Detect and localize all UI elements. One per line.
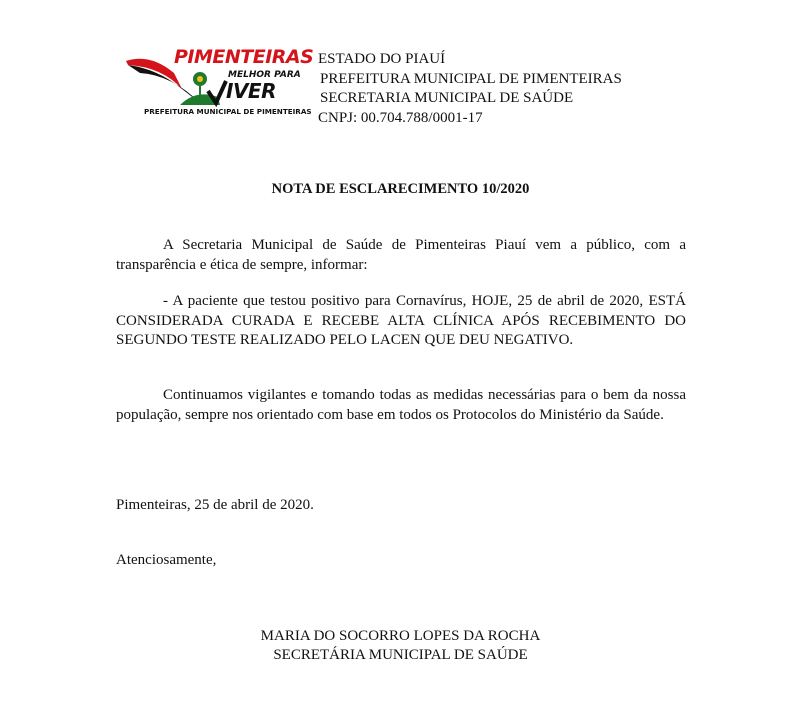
logo-viver: IVER <box>226 79 276 103</box>
letterhead <box>318 50 622 128</box>
header-cnpj: CNPJ: 00.704.788/0001-17 <box>318 109 483 126</box>
paragraph-announcement <box>116 292 686 351</box>
signature-block <box>0 627 801 665</box>
paragraph-closing-text: Continuamos vigilantes e tomando todas as medidas necessárias para o bem da nossa população, sempre nos orientado com base em todos os Protocolos do Ministério da Saúde. <box>116 387 686 423</box>
header-secretaria: SECRETARIA MUNICIPAL DE SAÚDE <box>320 90 574 106</box>
logo-title: PIMENTEIRAS <box>174 46 314 68</box>
paragraph-closing <box>116 386 686 425</box>
signatory-name: MARIA DO SOCORRO LOPES DA ROCHA <box>260 628 541 644</box>
document-title: NOTA DE ESCLARECIMENTO 10/2020 <box>271 181 530 197</box>
logo-subtitle: PREFEITURA MUNICIPAL DE PIMENTEIRAS <box>144 107 312 116</box>
header-state: ESTADO DO PIAUÍ <box>318 51 446 67</box>
header-prefeitura: PREFEITURA MUNICIPAL DE PIMENTEIRAS <box>320 70 622 87</box>
paragraph-announcement-text: - A paciente que testou positivo para Cornavírus, HOJE, 25 de abril de 2020, ESTÁ CONSIDERADA CURADA E RECEBE ALTA CLÍNICA APÓS RECEBIMENTO DO SEGUNDO TESTE REALIZADO PELO LACEN QUE DEU NEGATIVO. <box>116 293 686 348</box>
paragraph-intro-text: A Secretaria Municipal de Saúde de Pimenteiras Piauí vem a público, com a transparência e ética de sempre, informar: <box>116 237 686 273</box>
logo-motto: MELHOR PARA <box>228 70 301 80</box>
signatory-role: SECRETÁRIA MUNICIPAL DE SAÚDE <box>273 647 528 663</box>
closing-salutation: Atenciosamente, <box>116 552 217 568</box>
paragraph-intro <box>116 236 686 275</box>
prefeitura-logo <box>122 45 318 125</box>
place-date: Pimenteiras, 25 de abril de 2020. <box>116 497 314 513</box>
